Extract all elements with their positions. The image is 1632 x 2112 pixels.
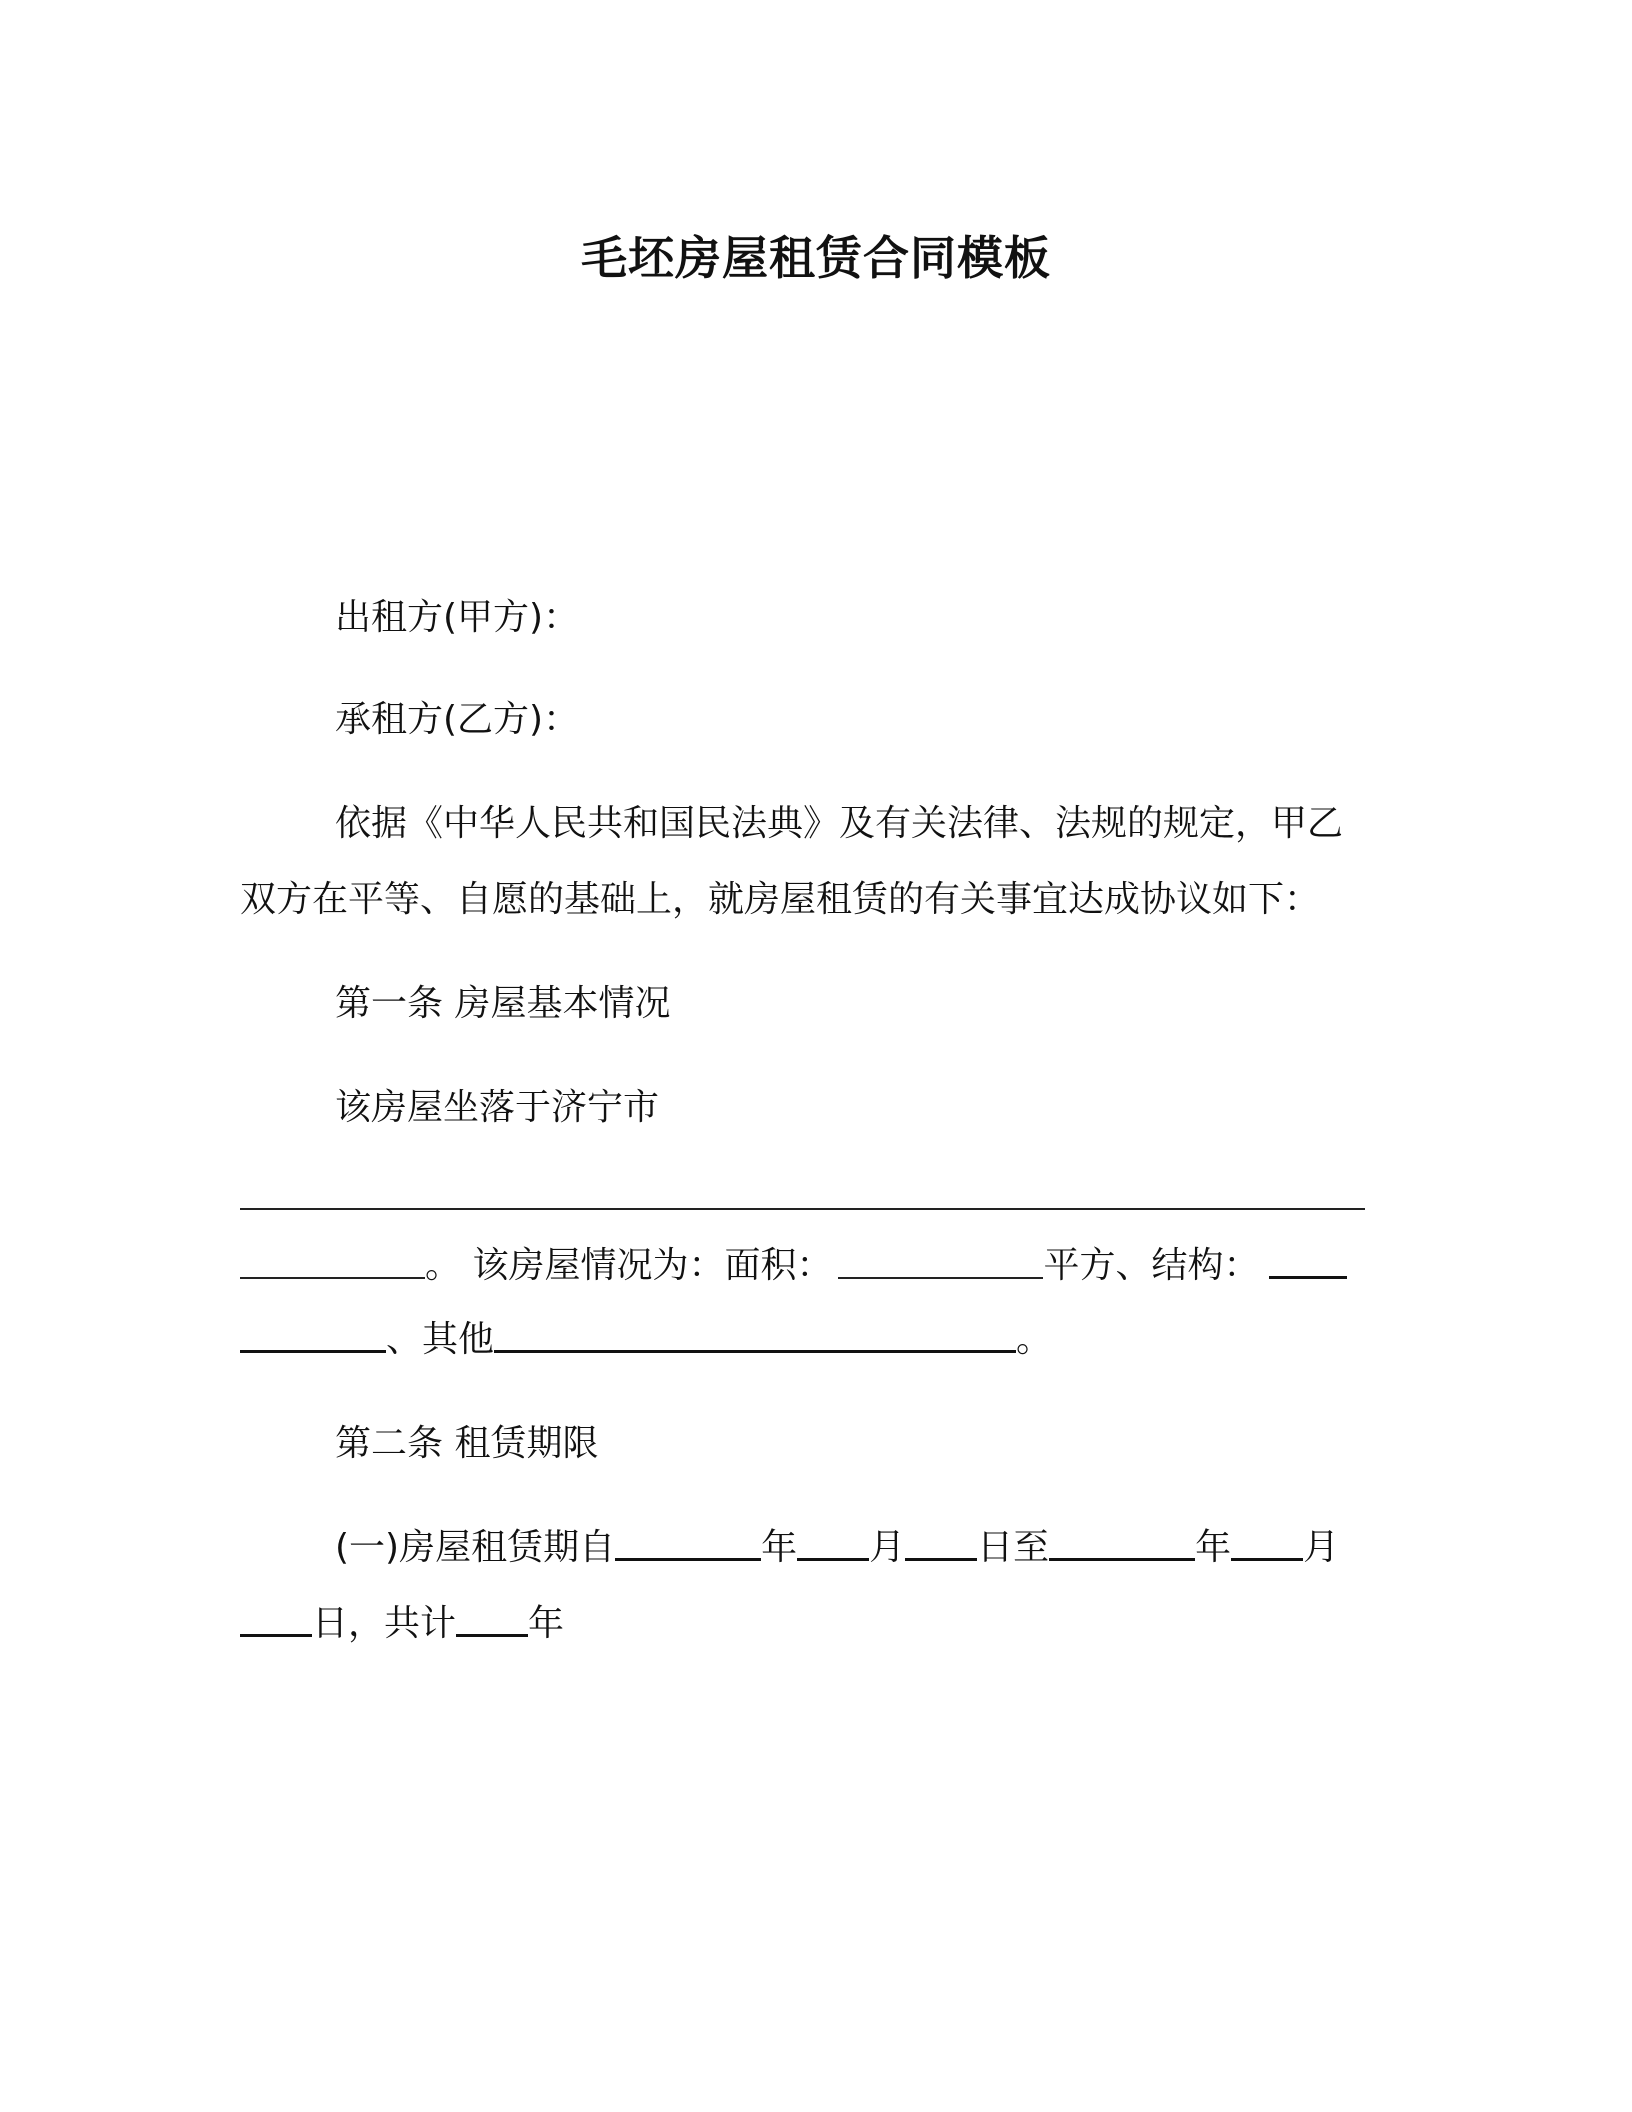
- start-year-blank[interactable]: [615, 1528, 761, 1561]
- start-month-blank[interactable]: [797, 1528, 869, 1561]
- month-label-2: 月: [1303, 1527, 1340, 1568]
- other-label: 、其他: [386, 1319, 495, 1360]
- other-blank[interactable]: [494, 1320, 1016, 1353]
- structure-blank-end[interactable]: [240, 1320, 386, 1353]
- end-month-blank[interactable]: [1231, 1528, 1303, 1561]
- end-year-blank[interactable]: [1049, 1528, 1195, 1561]
- preamble-line-1: 依据《中华人民共和国民法典》及有关法律、法规的规定，甲乙: [335, 803, 1344, 844]
- term-line-1: [335, 1526, 1339, 1570]
- month-label-1: 月: [869, 1527, 906, 1568]
- lessee-line: [335, 698, 579, 742]
- end-day-blank[interactable]: [240, 1604, 312, 1637]
- start-day-blank[interactable]: [905, 1528, 977, 1561]
- address-blank-end[interactable]: [240, 1247, 425, 1279]
- address-blank-rule[interactable]: [240, 1208, 1365, 1210]
- lessor-line: [335, 596, 579, 640]
- document-title: 毛坯房屋租赁合同模板: [581, 231, 1051, 285]
- year-label-3: 年: [528, 1603, 565, 1644]
- term-line-2: [240, 1602, 564, 1646]
- condition-line: [240, 1244, 1347, 1288]
- year-label-2: 年: [1195, 1527, 1232, 1568]
- unit-sqm: 平方、结构：: [1043, 1245, 1260, 1286]
- lessor-label: 出租方(甲方)：: [335, 597, 580, 638]
- lessee-label: 承租方(乙方)：: [335, 699, 580, 740]
- article-2-heading: 第二条 租赁期限: [335, 1423, 599, 1464]
- total-years-blank[interactable]: [456, 1604, 528, 1637]
- location-line: 该房屋坐落于济宁市: [335, 1087, 660, 1128]
- area-blank[interactable]: [838, 1247, 1043, 1279]
- period-end: 。: [1016, 1319, 1053, 1360]
- condition-prefix: 。 该房屋情况为：面积：: [425, 1245, 833, 1286]
- day-to-label: 日至: [977, 1527, 1050, 1568]
- year-label-1: 年: [761, 1527, 798, 1568]
- other-line: [240, 1318, 1052, 1362]
- day-total-label: 日，共计: [312, 1603, 457, 1644]
- article-1-heading: 第一条 房屋基本情况: [335, 983, 671, 1024]
- term-prefix: (一)房屋租赁期自: [335, 1527, 616, 1568]
- preamble-line-2: 双方在平等、自愿的基础上，就房屋租赁的有关事宜达成协议如下：: [240, 879, 1321, 920]
- structure-blank-start[interactable]: [1269, 1246, 1347, 1279]
